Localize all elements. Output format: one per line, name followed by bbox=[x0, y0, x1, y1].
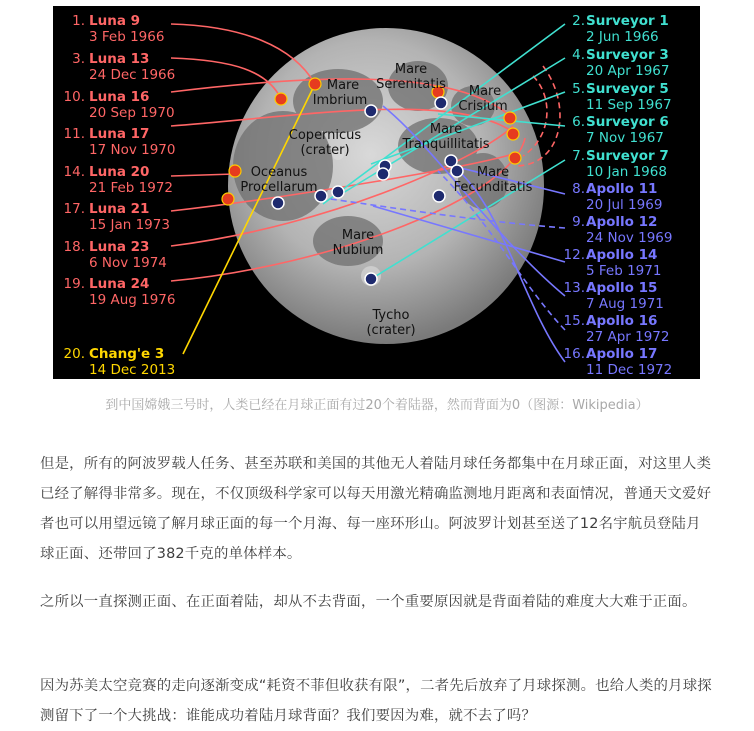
luna-9-date: 3 Feb 1966 bbox=[89, 29, 165, 45]
luna-20-name: Luna 20 bbox=[89, 164, 150, 180]
luna-24-label: 19. bbox=[63, 276, 85, 292]
figure-caption: 到中国嫦娥三号时，人类已经在月球正面有过20个着陆器，然而背面为0（图源：Wikipedia） bbox=[105, 398, 649, 413]
luna-21-date: 15 Jan 1973 bbox=[89, 217, 170, 233]
apollo-14-date: 5 Feb 1971 bbox=[586, 263, 662, 279]
apollo-11-date: 20 Jul 1969 bbox=[586, 197, 663, 213]
moon-landing-map bbox=[53, 6, 700, 379]
surveyor-7-label: 7. bbox=[572, 148, 585, 164]
luna-23-date: 6 Nov 1974 bbox=[89, 255, 167, 271]
surveyor-6-date: 7 Nov 1967 bbox=[586, 130, 664, 146]
luna-20-date: 21 Feb 1972 bbox=[89, 180, 174, 196]
luna-17-date: 17 Nov 1970 bbox=[89, 142, 176, 158]
change-3-date: 14 Dec 2013 bbox=[89, 362, 176, 378]
luna-24-date: 19 Aug 1976 bbox=[89, 292, 176, 308]
luna-24-name: Luna 24 bbox=[89, 276, 150, 292]
surveyor-1-label: 2. bbox=[572, 13, 585, 29]
apollo-15-date: 7 Aug 1971 bbox=[586, 296, 664, 312]
surveyor-7-date: 10 Jan 1968 bbox=[586, 164, 667, 180]
luna-17-name: Luna 17 bbox=[89, 126, 150, 142]
surveyor-1-name: Surveyor 1 bbox=[586, 13, 669, 29]
surveyor-7-name: Surveyor 7 bbox=[586, 148, 669, 164]
apollo-17-name: Apollo 17 bbox=[586, 346, 658, 362]
luna-13-label: 3. bbox=[72, 51, 85, 67]
change-3-name: Chang'e 3 bbox=[89, 346, 165, 362]
luna-21-label: 17. bbox=[63, 201, 85, 217]
apollo-15-label: 13. bbox=[563, 280, 585, 296]
paragraph-1: 但是，所有的阿波罗载人任务、甚至苏联和美国的其他无人着陆月球任务都集中在月球正面，对这里人类已经了解得非常多。现在，不仅顶级科学家可以每天用激光精确监测地月距离和表面情况，普通天文爱好者也可以用望远镜了解月球正面的每一个月海、每一座环形山。阿波罗计划甚至送了12名宇航员登陆月球正面、还带回了382千克的单体样本。 bbox=[40, 456, 712, 562]
luna-16-name: Luna 16 bbox=[89, 89, 150, 105]
label-mare-nubium: Mare Nubium bbox=[332, 228, 384, 258]
apollo-11-label: 8. bbox=[572, 181, 585, 197]
apollo-17-label: 16. bbox=[563, 346, 585, 362]
luna-23-name: Luna 23 bbox=[89, 239, 150, 255]
surveyor-3-name: Surveyor 3 bbox=[586, 47, 669, 63]
apollo-16-label: 15. bbox=[563, 313, 585, 329]
change-3-label: 20. bbox=[63, 346, 85, 362]
luna-9-label: 1. bbox=[72, 13, 85, 29]
label-mare-fecunditatis: Mare Fecunditatis bbox=[453, 165, 533, 195]
apollo-15-name: Apollo 15 bbox=[586, 280, 658, 296]
surveyor-3-label: 4. bbox=[572, 47, 585, 63]
apollo-12-name: Apollo 12 bbox=[586, 214, 658, 230]
apollo-11-name: Apollo 11 bbox=[586, 181, 658, 197]
label-mare-crisium: Mare Crisium bbox=[458, 84, 508, 114]
paragraph-2: 之所以一直探测正面、在正面着陆，却从不去背面，一个重要原因就是背面着陆的难度大大难于正面。 bbox=[40, 594, 697, 610]
luna-23-label: 18. bbox=[63, 239, 85, 255]
apollo-14-name: Apollo 14 bbox=[586, 247, 658, 263]
paragraph-3: 因为苏美太空竞赛的走向逐渐变成“耗资不菲但收获有限”，二者先后放弃了月球探测。也给人类的月球探测留下了一个大挑战：谁能成功着陆月球背面？我们要因为难，就不去了吗？ bbox=[40, 678, 712, 724]
luna-17-label: 11. bbox=[63, 126, 85, 142]
apollo-12-label: 9. bbox=[572, 214, 585, 230]
apollo-16-name: Apollo 16 bbox=[586, 313, 658, 329]
apollo-16-date: 27 Apr 1972 bbox=[586, 329, 670, 345]
luna-20-label: 14. bbox=[63, 164, 85, 180]
apollo-17-date: 11 Dec 1972 bbox=[586, 362, 673, 378]
apollo-12-date: 24 Nov 1969 bbox=[586, 230, 673, 246]
surveyor-1-date: 2 Jun 1966 bbox=[586, 29, 659, 45]
label-mare-imbrium: Mare Imbrium bbox=[312, 78, 368, 108]
label-tycho: Tycho (crater) bbox=[366, 308, 416, 338]
luna-16-date: 20 Sep 1970 bbox=[89, 105, 175, 121]
luna-9-name: Luna 9 bbox=[89, 13, 141, 29]
label-copernicus: Copernicus (crater) bbox=[288, 128, 362, 158]
luna-13-name: Luna 13 bbox=[89, 51, 150, 67]
label-mare-serenitatis: Mare Serenitatis bbox=[376, 62, 446, 92]
surveyor-5-date: 11 Sep 1967 bbox=[586, 97, 672, 113]
surveyor-5-label: 5. bbox=[572, 81, 585, 97]
label-oceanus-procellarum: Oceanus Procellarum bbox=[240, 165, 318, 195]
surveyor-6-name: Surveyor 6 bbox=[586, 114, 669, 130]
luna-16-label: 10. bbox=[63, 89, 85, 105]
apollo-14-label: 12. bbox=[563, 247, 585, 263]
surveyor-3-date: 20 Apr 1967 bbox=[586, 63, 670, 79]
surveyor-6-label: 6. bbox=[572, 114, 585, 130]
label-mare-tranquillitatis: Mare Tranquillitatis bbox=[402, 122, 490, 152]
luna-13-date: 24 Dec 1966 bbox=[89, 67, 176, 83]
surveyor-5-name: Surveyor 5 bbox=[586, 81, 669, 97]
luna-21-name: Luna 21 bbox=[89, 201, 150, 217]
